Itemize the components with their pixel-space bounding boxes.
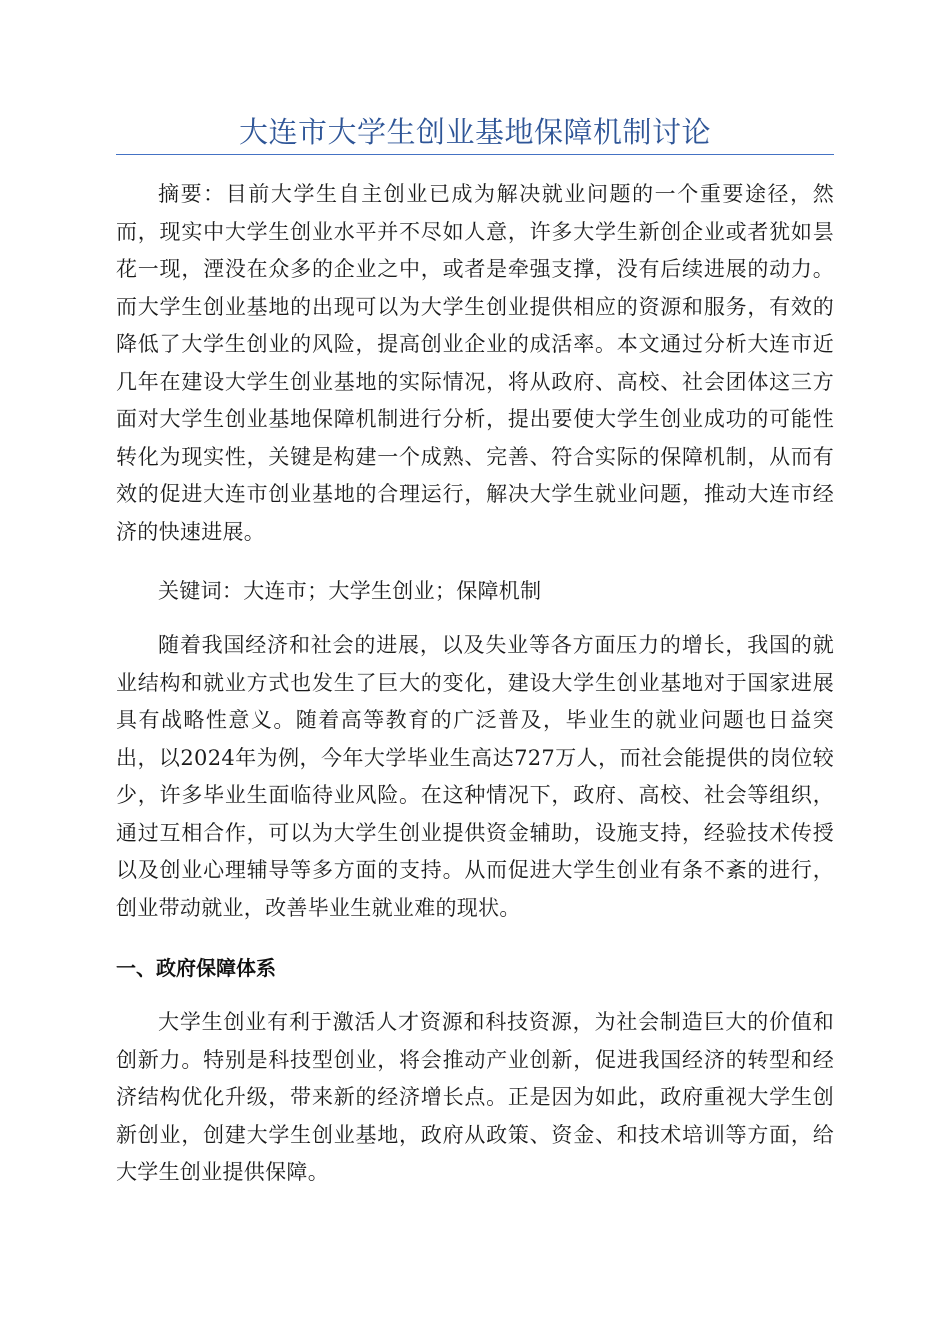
section-heading-government: 一、政府保障体系 [116, 956, 276, 980]
section-paragraph-government: 大学生创业有利于激活人才资源和科技资源，为社会制造巨大的价值和创新力。特别是科技型创业，将会推动产业创新，促进我国经济的转型和经济结构优化升级，带来新的经济增长点。正是因为如此，政府重视大学生创新创业，创建大学生创业基地，政府从政策、资金、和技术培训等方面，给大学生创业提供保障。 [116, 1010, 834, 1184]
page-title: 大连市大学生创业基地保障机制讨论 [238, 115, 711, 149]
abstract-paragraph: 摘要：目前大学生自主创业已成为解决就业问题的一个重要途径，然而，现实中大学生创业水平并不尽如人意，许多大学生新创企业或者犹如昙花一现，湮没在众多的企业之中，或者是牵强支撑，没有后续进展的动力。而大学生创业基地的出现可以为大学生创业提供相应的资源和服务，有效的降低了大学生创业的风险，提高创业企业的成活率。本文通过分析大连市近几年在建设大学生创业基地的实际情况，将从政府、高校、社会团体这三方面对大学生创业基地保障机制进行分析，提出要使大学生创业成功的可能性转化为现实性，关键是构建一个成熟、完善、符合实际的保障机制，从而有效的促进大连市创业基地的合理运行，解决大学生就业问题，推动大连市经济的快速进展。 [116, 182, 834, 544]
keywords-line: 关键词：大连市；大学生创业；保障机制 [158, 579, 542, 603]
intro-paragraph: 随着我国经济和社会的进展，以及失业等各方面压力的增长，我国的就业结构和就业方式也发生了巨大的变化，建设大学生创业基地对于国家进展具有战略性意义。随着高等教育的广泛普及，毕业生的就业问题也日益突出，以2024年为例，今年大学毕业生高达727万人，而社会能提供的岗位较少，许多毕业生面临待业风险。在这种情况下，政府、高校、社会等组织，通过互相合作，可以为大学生创业提供资金辅助，设施支持，经验技术传授以及创业心理辅导等多方面的支持。从而促进大学生创业有条不紊的进行，创业带动就业，改善毕业生就业难的现状。 [116, 633, 834, 920]
title-underline [116, 154, 834, 155]
